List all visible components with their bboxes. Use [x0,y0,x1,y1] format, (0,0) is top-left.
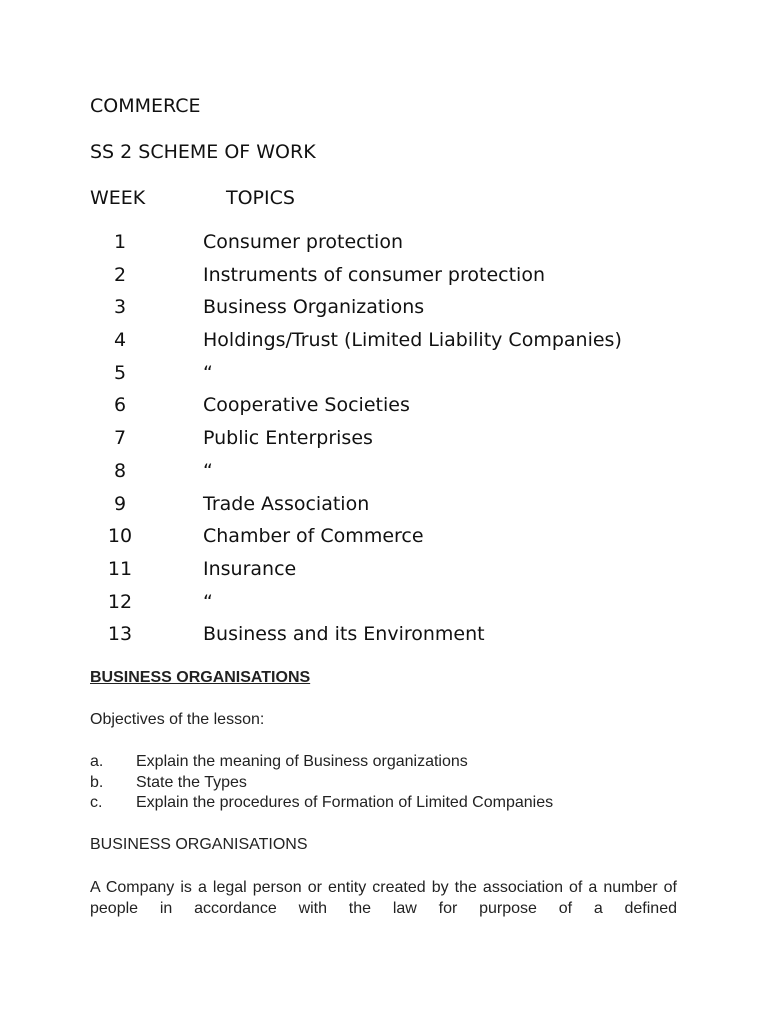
week-topic: Insurance [203,557,297,580]
week-topic: Chamber of Commerce [203,525,424,548]
schedule-row [0,525,768,558]
week-number: 4 [113,329,127,352]
schedule-table [0,231,768,656]
week-number: 13 [107,623,133,646]
schedule-row [0,623,768,656]
section-subheading: BUSINESS ORGANISATIONS [90,836,308,853]
week-number: 6 [113,394,127,417]
week-number: 12 [107,590,133,613]
week-topic: “ [203,459,213,482]
week-topic: Trade Association [203,492,370,515]
week-topic: “ [203,590,213,613]
week-topic: “ [203,361,213,384]
week-topic: Business Organizations [203,296,425,319]
week-number: 10 [107,525,133,548]
schedule-row [0,460,768,493]
schedule-row [0,394,768,427]
section-heading: BUSINESS ORGANISATIONS [90,669,311,686]
body-paragraph: A Company is a legal person or entity created by the association of a number of people in accordance with the law for purpose of a defined [90,879,677,917]
objective-text: Explain the procedures of Formation of Limited Companies [136,794,554,811]
schedule-row [0,329,768,362]
objectives-label: Objectives of the lesson: [90,711,265,728]
objective-text: State the Types [136,773,247,791]
week-topic: Consumer protection [203,231,403,253]
document-title: COMMERCE [90,95,201,117]
week-column-header: WEEK [90,187,146,209]
objective-letter: c. [90,794,103,811]
schedule-row [0,427,768,460]
week-topic: Public Enterprises [203,427,373,450]
schedule-header [90,187,295,209]
week-topic: Holdings/Trust (Limited Liability Companies) [203,329,622,352]
schedule-row [0,558,768,591]
schedule-row [0,264,768,297]
week-number: 11 [107,557,133,580]
schedule-row [0,493,768,526]
week-number: 3 [113,296,127,319]
schedule-row [0,362,768,395]
week-topic: Business and its Environment [203,623,485,646]
week-number: 2 [113,263,127,286]
objective-text: Explain the meaning of Business organizations [136,753,468,770]
schedule-row [0,296,768,329]
week-number: 5 [113,361,127,384]
week-number: 8 [113,459,127,482]
week-number: 9 [113,492,127,515]
week-topic: Cooperative Societies [203,394,410,417]
document-subtitle: SS 2 SCHEME OF WORK [90,141,316,163]
topics-column-header: TOPICS [226,187,295,209]
week-number: 1 [113,231,127,253]
week-topic: Instruments of consumer protection [203,263,545,286]
week-number: 7 [113,427,127,450]
schedule-row [0,591,768,624]
objective-letter: b. [90,773,104,791]
objective-letter: a. [90,753,104,770]
schedule-row [0,231,768,264]
